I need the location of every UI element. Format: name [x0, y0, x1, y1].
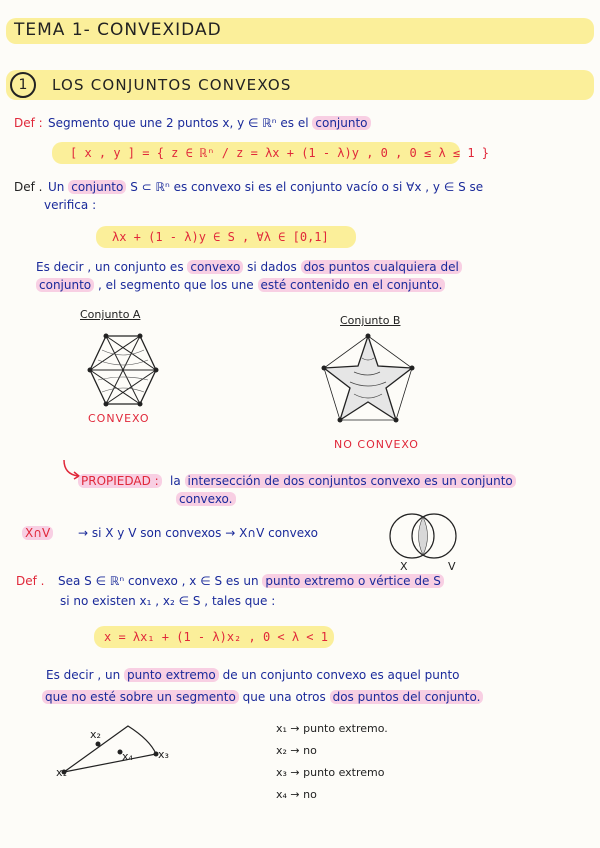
- def3-esdecir-2-hl1: que no esté sobre un segmento: [42, 690, 239, 704]
- def1-text-pre: Segmento que une 2 puntos x, y ∈ ℝⁿ es el: [48, 116, 309, 130]
- star-figure: [320, 332, 420, 424]
- propiedad-arrow-text: → si X y V son convexos → X∩V convexo: [78, 526, 319, 540]
- sector-label-x1: x₁: [56, 766, 67, 779]
- page-title: TEMA 1- CONVEXIDAD: [14, 20, 222, 40]
- extremo-item: x₃ → punto extremo: [276, 766, 385, 779]
- hexagon-figure: [80, 330, 170, 410]
- def1-label: Def :: [14, 116, 43, 130]
- extremo-item: x₁ → punto extremo.: [276, 722, 388, 735]
- def2-line1: [48, 180, 592, 194]
- def3-esdecir-1-hl: punto extremo: [124, 668, 219, 682]
- figure-a-title: Conjunto A: [80, 308, 141, 321]
- propiedad-text-line2-highlight: convexo.: [176, 492, 236, 506]
- propiedad-text-pre: la: [170, 474, 181, 488]
- propiedad-text-highlight: intersección de dos conjuntos convexo es un conjunto: [185, 474, 516, 488]
- def2-esdecir-1-hl1: convexo: [187, 260, 243, 274]
- sector-label-x4: x₄: [122, 750, 133, 763]
- def1-text: [48, 116, 588, 130]
- def2-esdecir-1-pre: Es decir , un conjunto es: [36, 260, 184, 274]
- venn-label-v: V: [448, 560, 456, 573]
- def2-label: Def .: [14, 180, 43, 194]
- def3-formula: x = λx₁ + (1 - λ)x₂ , 0 < λ < 1: [104, 630, 328, 644]
- def3-line2: si no existen x₁ , x₂ ∈ S , tales que :: [60, 594, 276, 608]
- figure-a-caption: CONVEXO: [88, 412, 150, 425]
- sector-label-x3: x₃: [158, 748, 169, 761]
- def2-esdecir-2-hl2: esté contenido en el conjunto.: [258, 278, 446, 292]
- def2-formula: λx + (1 - λ)y ∈ S , ∀λ ∈ [0,1]: [112, 230, 329, 244]
- propiedad-text-line2: [176, 492, 236, 506]
- propiedad-arrow-highlight: X∩V: [22, 526, 53, 540]
- venn-label-x: X: [400, 560, 408, 573]
- def2-line1-pre: Un: [48, 180, 65, 194]
- venn-diagram: [384, 510, 464, 566]
- def3-esdecir-line2: [42, 690, 594, 704]
- propiedad-arrow-label: [22, 526, 53, 540]
- def2-line2: verifica :: [44, 198, 97, 212]
- def2-esdecir-2-mid: , el segmento que los une: [97, 278, 254, 292]
- section-number: 1: [10, 72, 36, 98]
- extremo-item: x₄ → no: [276, 788, 317, 801]
- extremo-item: x₂ → no: [276, 744, 317, 757]
- def2-esdecir-2-hl1: conjunto: [36, 278, 94, 292]
- propiedad-text: [170, 474, 590, 488]
- def3-line1-highlight: punto extremo o vértice de S: [262, 574, 443, 588]
- def2-line1-highlight: conjunto: [68, 180, 126, 194]
- propiedad-label-text: PROPIEDAD :: [78, 474, 162, 488]
- def2-esdecir-line1: [36, 260, 596, 274]
- def3-esdecir-2-hl2: dos puntos del conjunto.: [330, 690, 484, 704]
- def2-esdecir-line2: [36, 278, 596, 292]
- def3-esdecir-2-mid: que una otros: [242, 690, 326, 704]
- def3-esdecir-1-pre: Es decir , un: [46, 668, 121, 682]
- def1-text-highlight: conjunto: [312, 116, 370, 130]
- def2-esdecir-1-hl2: dos puntos cualquiera del: [301, 260, 462, 274]
- propiedad-label: [78, 474, 162, 488]
- def2-esdecir-1-mid: si dados: [247, 260, 297, 274]
- def3-line1: [58, 574, 594, 588]
- def3-esdecir-1-post: de un conjunto convexo es aquel punto: [222, 668, 460, 682]
- figure-b-caption: NO CONVEXO: [334, 438, 419, 451]
- def3-esdecir-line1: [46, 668, 594, 682]
- def3-line1-pre: Sea S ∈ ℝⁿ convexo , x ∈ S es un: [58, 574, 259, 588]
- def3-label: Def .: [16, 574, 45, 588]
- def2-line1-post: S ⊂ ℝⁿ es convexo si es el conjunto vacío o si ∀x , y ∈ S se: [130, 180, 484, 194]
- def1-formula: [ x , y ] = { z ∈ ℝⁿ / z = λx + (1 - λ)y , 0 , 0 ≤ λ ≤ 1 }: [70, 146, 490, 160]
- sector-label-x2: x₂: [90, 728, 101, 741]
- section-title: LOS CONJUNTOS CONVEXOS: [52, 76, 292, 94]
- figure-b-title: Conjunto B: [340, 314, 401, 327]
